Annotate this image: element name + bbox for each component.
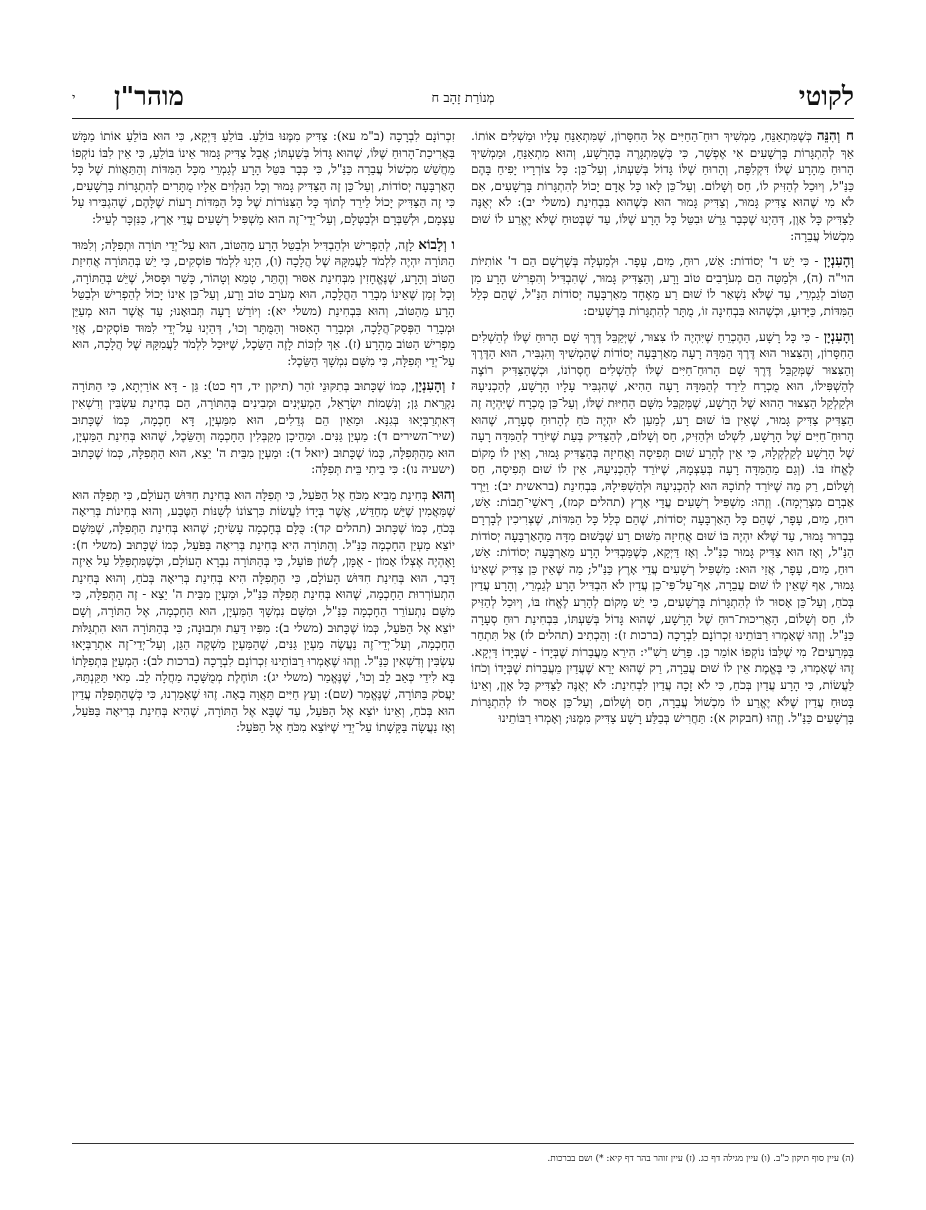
paragraph	[471, 128, 854, 244]
paragraph	[72, 128, 455, 228]
paragraph-text: - כִּי כָּל רָשָׁע, הַהֶכְרֵחַ שֶׁיִּהְיֶה לוֹ צִצּוּר, שֶׁיְּקַבֵּל דֶּרֶךְ שָׁם הָרוּחַ שֶׁלּוֹ לְהַשְׁלִים הַחִסָּרוֹן, וְהַצִּצּוּר הוּא דֶּרֶךְ הַמִּדָּה רָעָה מֵאַרְבָּעָה יְסוֹדוֹת שֶׁהַמְשִׁיךְ וְהִגְבִּיר, הוּא הַדֶּרֶךְ וְהַצִּצּוּר שֶׁמְּקַבֵּל דֶּרֶךְ שָׁם הָרוּחַ־חַיִּים שֶׁלּוֹ לְהַשְׁלִים חֶסְרוֹנוֹ, וּכְשֶׁהַצַּדִּיק רוֹצֶה לְהַשְׁפִּילוֹ, הוּא מֻכְרָח לֵירֵד לְהַמִּדָּה רָעָה הַהִיא, שֶׁהִגְבִּיר עָלָיו הָרָשָׁע, לְהַכְנִיעָהּ וּלְקַלְקֵל הַצִּצּוּר הַהוּא שֶׁל הָרָשָׁע, שֶׁמְּקַבֵּל מִשָּׁם הַחִיּוּת שֶׁלּוֹ, וְעַל־כֵּן מֻכְרָח שֶׁיִּהְיֶה זֶה הַצַּדִּיק צַדִּיק גָּמוּר, שֶׁאֵין בּוֹ שׁוּם רָע, לְמַעַן לֹא יִהְיֶה כֹּחַ לְהָרוּחַ סְעָרָה, שֶׁהוּא הָרוּחַ־חַיִּים שֶׁל הָרָשָׁע, לִשְׁלֹט וּלְהַזִּיק, חַס וְשָׁלוֹם, לְהַצַּדִּיק בְּעֵת שֶׁיּוֹרֵד לְהַמִּדָּה רָעָה שֶׁל הָרָשָׁע לְקַלְקְלָהּ, כִּי אֵין לְהָרַע שׁוּם תְּפִיסָה וַאֲחִיזָה בְּהַצַּדִּיק גָּמוּר, וְאֵין לוֹ מָקוֹם לֶאֱחֹז בּוֹ. (וְגַם מֵהַמִּדָּה רָעָה בְּעַצְמָהּ, שֶׁיּוֹרֵד לְהַכְנִיעָהּ, אֵין לוֹ שׁוּם תְּפִיסָה, חַס וְשָׁלוֹם, רַק מַה שֶׁיּוֹרֵד לְתוֹכָהּ הוּא לְהַכְנִיעָהּ וּלְהַשְׁפִּילָהּ, בִּבְחִינַת (בראשית יב): וַיֵּרֶד אַבְרָם מִצְרַיְמָה). וְזֶהוּ: מַשְׁפִּיל רְשָׁעִים עֲדֵי אָרֶץ (תהלים קמז), רָאשֵׁי־תֵבוֹת: אֵשׁ, רוּחַ, מַיִם, עָפָר, שֶׁהֵם כָּל הָאַרְבָּעָה יְסוֹדוֹת, שֶׁהֵם כְּלַל כָּל הַמִּדּוֹת, שֶׁצְּרִיכִין לְבָרְרָם בְּבֵרוּר גָּמוּר, עַד שֶׁלֹּא יִהְיֶה בּוֹ שׁוּם אֲחִיזָה מִשּׁוּם רַע שֶׁבְּשׁוּם מִדָּה מֵהָאַרְבָּעָה יְסוֹדוֹת הַנַּ"ל, וְאָז הוּא צַדִּיק גָּמוּר כַּנַּ"ל. וְאָז דַּיְקָא, כְּשֶׁמַּבְדִּיל הָרָע מֵאַרְבָּעָה יְסוֹדוֹת: אֵשׁ, רוּחַ, מַיִם, עָפָר, אֲזַי הוּא: מַשְׁפִּיל רְשָׁעִים עֲדֵי אָרֶץ כַּנַּ"ל; מַה שֶּׁאֵין כֵּן צַדִּיק שֶׁאֵינוֹ גָּמוּר, אַף שֶׁאֵין לוֹ שׁוּם עֲבֵרָה, אַף־עַל־פִּי־כֵן עֲדַיִן לֹא הִבְדִּיל הָרָע לְגַמְרֵי, וְהָרָע עֲדַיִן בְּכֹחַ, וְעַל־כֵּן אָסוּר לוֹ לְהִתְגָּרוֹת בָּרְשָׁעִים, כִּי יֵשׁ מָקוֹם לְהָרַע לֶאֱחֹז בּוֹ, וְיוּכַל לְהַזִּיק לוֹ, חַס וְשָׁלוֹם, הָאֲרִיכוּת־רוּחַ שֶׁל הָרָשָׁע, שֶׁהוּא גָּדוֹל בְּשַׁעְתּוֹ, בִּבְחִינַת רוּחַ סְעָרָה כַּנַּ"ל. וְזֶהוּ שֶׁאָמְרוּ רַבּוֹתֵינוּ זִכְרוֹנָם לִבְרָכָה (ברכות ז): וְהַכְתִיב (תהלים לז) אַל תִּתְחַר בַּמְּרֵעִים? מִי שֶׁלִּבּוֹ נוֹקְפוֹ אוֹמֵר כֵּן. פֵּרֵשׁ רַשִׁ"י: הִירֵא מֵעֲבֵרוֹת שֶׁבְּיָדוֹ - שֶׁבְּיָדוֹ דַּיְקָא. זֶהוּ שֶׁאָמְרוּ, כִּי בֶּאֱמֶת אֵין לוֹ שׁוּם עֲבֵרָה, רַק שֶׁהוּא יָרֵא שֶׁעֲדַיִן מֵעֲבֵרוֹת שֶׁבְּיָדוֹ וְכֹחוֹ לַעֲשׂוֹת, כִּי הָרָע עֲדַיִן בְּכֹחַ, כִּי לֹא זָכָה עֲדַיִן לִבְחִינַת: לֹא יְאֻנֶּה לַצַּדִּיק כָּל אָוֶן, וְאֵינוֹ בָּטוּחַ עֲדַיִן שֶׁלֹּא יֶאֱרַע לוֹ מִכְשׁוֹל עֲבֵרָה, חַס וְשָׁלוֹם, וְעַל־כֵּן אָסוּר לוֹ לְהִתְגָּרוֹת בָּרְשָׁעִים כַּנַּ"ל. וְזֶהוּ (חבקוק א): תַּחֲרִישׁ בְּבַלַּע רָשָׁע צַדִּיק מִמֶּנּוּ; וְאָמְרוּ רַבּוֹתֵינוּ	[471, 329, 854, 726]
header-title-right: לקוטי	[798, 82, 854, 112]
header-title-left: מוהר"ן	[114, 82, 184, 112]
paragraph-text: בְּחִינַת מֵבִיא מִכֹּחַ אֶל הַפֹּעַל, כִּי תְּפִלָּה הוּא בְּחִינַת חִדּוּשׁ הָעוֹלָם, כִּי תְּפִלָּה הוּא שֶׁמַּאֲמִין שֶׁיֵּשׁ מְחַדֵּשׁ, אֲשֶׁר בְּיָדוֹ לַעֲשׂוֹת כִּרְצוֹנוֹ לְשַׁנּוֹת הַטֶּבַע, וְהוּא בְּחִינוֹת בְּרִיאָה בְּכֹחַ, כְּמוֹ שֶׁכָּתוּב (תהלים קד): כֻּלָּם בְּחָכְמָה עָשִׂיתָ; שֶׁהוּא בְּחִינַת הַתְּפִלָּה, שֶׁמִּשָּׁם יוֹצֵא מַעְיַן הַחָכְמָה כַּנַּ"ל. וְהַתּוֹרָה הִיא בְּחִינַת בְּרִיאָה בַּפֹּעַל, כְּמוֹ שֶׁכָּתוּב (משלי ח): וָאֶהְיֶה אֶצְלוֹ אָמוֹן - אֻמָּן, לְשׁוֹן פּוֹעֵל, כִּי בְּהַתּוֹרָה נִבְרָא הָעוֹלָם, וּכְשֶׁמִּתְפַּלֵּל עַל אֵיזֶה דָּבָר, הוּא בְּחִינַת חִדּוּשׁ הָעוֹלָם, כִּי הַתְּפִלָּה הִיא בְּחִינַת בְּרִיאָה בְּכֹחַ, וְהוּא בְּחִינַת הִתְעוֹרְרוּת הַחָכְמָה, שֶׁהוּא בְּחִינַת תְּפִלָּה כַּנַּ"ל, וּמַעְיָן מִבֵּית ה' יֵצֵא - זֶה הַתְּפִלָּה, כִּי מִשָּׁם נִתְעוֹרֵר הַחָכְמָה כַּנַּ"ל, וּמִשָּׁם נִמְשָׁךְ הַמַּעְיָן, הוּא הַחָכְמָה, אֶל הַתּוֹרָה, וְשָׁם יוֹצֵא אֶל הַפֹּעַל, כְּמוֹ שֶׁכָּתוּב (משלי ב): מִפִּיו דַּעַת וּתְבוּנָה; כִּי בְּהַתּוֹרָה הוּא הִתְגַּלּוּת הַחָכְמָה, וְעַל־יְדֵי־זֶה נַעֲשֶׂה מַעְיַן גַּנִּים, שֶׁהַמַּעְיָן מַשְׁקֶה הַגַּן, וְעַל־יְדֵי־זֶה אִתְרַבְּיָאוּ עִשְׂבִּין וְדִשְׁאִין כַּנַּ"ל. וְזֶהוּ שֶׁאָמְרוּ רַבּוֹתֵינוּ זִכְרוֹנָם לִבְרָכָה (ברכות לב): הַמְעַיֵּן בִּתְפִלָּתוֹ בָּא לִידֵי כְּאֵב לֵב וְכוּ', שֶׁנֶּאֱמַר (משלי יג): תּוֹחֶלֶת מְמֻשָּׁכָה מַחֲלָה לֵב. מַאי תַּקַּנְתֵּהּ, יַעֲסֹק בַּתּוֹרָה, שֶׁנֶּאֱמַר (שם): וְעֵץ חַיִּים תַּאֲוָה בָאָה. זֶהוּ שֶׁאָמַרְנוּ, כִּי כְּשֶׁהַתְּפִלָּה עֲדַיִן הוּא בְּכֹחַ, וְאֵינוֹ יוֹצֵא אֶל הַפֹּעַל, עַד שֶׁבָּא אֶל הַתּוֹרָה, שֶׁהִיא בְּחִינַת בְּרִיאָה בַּפֹּעַל, וְאָז נַעֲשָׂה בַּקָּשָׁתוֹ עַל־יְדֵי שֶׁיּוֹצֵא מִכֹּחַ אֶל הַפֹּעַל:	[72, 487, 455, 735]
footnote: (ה) עיין סוף תיקון כ"ב. (ו) עיין מגילה דף כג. (ז) עיין זוהר בהר דף קיא: *) ושם בברכות.	[547, 1154, 854, 1164]
paragraph	[72, 237, 455, 370]
paragraph-lead: וְהָעִנְיָן	[823, 253, 854, 270]
page-number: י	[72, 91, 76, 106]
paragraph-text: זִכְרוֹנָם לִבְרָכָה (ב"מ עא): צַדִּיק מִמֶּנּוּ בּוֹלֵעַ. בּוֹלֵעַ דַּיְקָא, כִּי הוּא בּוֹלֵעַ אוֹתוֹ מַמָּשׁ בַּאֲרִיכַת־הָרוּחַ שֶׁלּוֹ, שֶׁהוּא גָּדוֹל בְּשַׁעְתּוֹ; אֲבָל צַדִּיק גָּמוּר אֵינוֹ בּוֹלֵעַ, כִּי אֵין לִבּוֹ נוֹקְפוֹ מֵחֲשַׁשׁ מִכְשׁוֹל עֲבֵרָה כַּנַּ"ל, כִּי כְּבָר בִּטֵּל הָרָע לְגַמְרֵי מִכָּל הַמִּדּוֹת וְהַתַּאֲווֹת שֶׁל כָּל הָאַרְבָּעָה יְסוֹדוֹת, וְעַל־כֵּן זֶה הַצַּדִּיק גָּמוּר וְכָל הַנִּלְוִים אֵלָיו מֻתָּרִים לְהִתְגָּרוֹת בָּרְשָׁעִים, כִּי זֶה הַצַּדִּיק יָכוֹל לֵירֵד לְתוֹךְ כָּל הַצִּנּוֹרוֹת שֶׁל כָּל הַמִּדּוֹת רָעוֹת שֶׁלָּהֶם, שֶׁהִגְבִּירוּ עַל עַצְמָם, וּלְשַׁבְּרָם וּלְבַטְּלָם, וְעַל־יְדֵי־זֶה הוּא מַשְׁפִּיל רְשָׁעִים עֲדֵי אָרֶץ, כַּנִּזְכָּר לְעֵיל:	[72, 129, 455, 226]
paragraph-text: , כְּמוֹ שֶׁכָּתוּב בְּתִקּוּנֵי זֹהַר (תיקון יד, דף כט): גַּן - דָּא אוֹרַיְתָא, כִּי הַתּוֹרָה נִקְרֵאת גַּן; וְנִשְׁמוֹת יִשְׂרָאֵל, הַמְעַיְּנִים וּמְבִינִים בְּהַתּוֹרָה, הֵם בְּחִינַת עִשְׂבִּין וְדִשְׁאִין דְּאִתְרַבְּיָאוּ בְּגִנָּא. וּמֵאַיִן הֵם גְּדֵלִים, הוּא מִמַּעְיָן, דָּא חָכְמָה, כְּמוֹ שֶׁכָּתוּב (שיר־השירים ד): מַעְיַן גַּנִּים. וּמֵהֵיכָן מְקַבְּלִין הַחָכְמָה וְהַשֵּׂכֶל, שֶׁהוּא בְּחִינַת הַמַּעְיָן, הוּא מֵהַתְּפִלָּה, כְּמוֹ שֶׁכָּתוּב (יואל ד): וּמַעְיָן מִבֵּית ה' יֵצֵא, הוּא הַתְּפִלָּה, כְּמוֹ שֶׁכָּתוּב (ישעיה נו): כִּי בֵיתִי בֵּית תְּפִלָּה:	[72, 379, 455, 477]
right-column	[471, 128, 854, 1128]
paragraph-lead: ח וְהִנֵּה	[816, 128, 854, 144]
text-columns	[72, 128, 854, 1128]
paragraph-text: לָזֶה, לְהַפְרִישׁ וּלְהַבְדִּיל וּלְבַטֵּל הָרָע מֵהַטּוֹב, הוּא עַל־יְדֵי תּוֹרָה וּתְפִלָּה; וְלִמּוּד הַתּוֹרָה יִהְיֶה לִלְמֹד לַעֲמִקָּהּ שֶׁל הֲלָכָה (ו), הַיְנוּ לִלְמֹד פּוֹסְקִים, כִּי יֵשׁ בְּהַתּוֹרָה אֲחִיזַת הַטּוֹב וְהָרָע, שֶׁנֶּאֱחָזִין מִבְּחִינַת אִסּוּר וְהֶתֵּר, טָמֵא וְטָהוֹר, כָּשֵׁר וּפָסוּל, שֶׁיֵּשׁ בְּהַתּוֹרָה, וְכָל זְמַן שֶׁאֵינוֹ מְבָרֵר הַהֲלָכָה, הוּא מְעֹרָב טוֹב וָרָע, וְעַל־כֵּן אֵינוֹ יָכוֹל לְהַפְרִישׁ וּלְבַטֵּל הָרָע מֵהַטּוֹב, וְהוּא בִּבְחִינַת (משלי יא): וְיוֹרֵשׁ רָעָה תְּבוּאָנוּ; עַד אֲשֶׁר הוּא מְעַיֵּן וּמְבָרֵר הַפְּסַק־הֲלָכָה, וּמְבָרֵר הָאִסּוּר וְהַמֻּתָּר וְכוּ', דְּהַיְנוּ עַל־יְדֵי לִמּוּד פּוֹסְקִים, אֲזַי מַפְרִישׁ הַטּוֹב מֵהָרָע (ז). אַךְ לִזְכּוֹת לָזֶה הַשֵּׂכֶל, שֶׁיּוּכַל לִלְמֹד לַעֲמִקָּהּ שֶׁל הֲלָכָה, הוּא עַל־יְדֵי תְּפִלָּה, כִּי מִשָּׁם נִמְשָׁךְ הַשֵּׂכֶל:	[72, 237, 455, 368]
paragraph	[471, 329, 854, 727]
paragraph-lead: ז וְהָעִנְיָן	[415, 378, 455, 395]
left-column	[72, 128, 455, 1128]
paragraph-lead: וְהָעִנְיָן	[823, 328, 854, 345]
paragraph-text: - כִּי יֵשׁ ד' יְסוֹדוֹת: אֵשׁ, רוּחַ, מַיִם, עָפָר. וּלְמַעְלָה בְּשָׁרְשָׁם הֵם ד' אוֹתִיּוֹת הוי"ה (ה), וּלְמַטָּה הֵם מְעֹרָבִים טוֹב וָרָע, וְהַצַּדִּיק גָּמוּר, שֶׁהִבְדִּיל וְהִפְרִישׁ הָרָע מִן הַטּוֹב לְגַמְרֵי, עַד שֶׁלֹּא נִשְׁאַר לוֹ שׁוּם רַע מֵאֶחָד מֵאַרְבָּעָה יְסוֹדוֹת הַנַּ"ל, שֶׁהֵם כְּלַל הַמִּדּוֹת, כַּיָּדוּעַ, וּכְשֶׁהוּא בִּבְחִינָה זוֹ, מֻתָּר לְהִתְגָּרוֹת בָּרְשָׁעִים:	[471, 254, 854, 318]
paragraph-text: כְּשֶׁמִּתְאַנֵּחַ, מַמְשִׁיךְ רוּחַ־הַחַיִּים אֶל הַחִסָּרוֹן, שֶׁמִּתְאַנֵּחַ עָלָיו וּמַשְׁלִים אוֹתוֹ. אַךְ לְהִתְגָּרוֹת בָּרְשָׁעִים אִי אֶפְשָׁר, כִּי כְּשֶׁמִּתְגָּרֶה בְּהָרָשָׁע, וְהוּא מִתְאַנֵּחַ, וּמַמְשִׁיךְ הָרוּחַ מֵהָרָע שֶׁלּוֹ דִּקְלִפָּה, וְהָרוּחַ שֶׁלּוֹ גָּדוֹל בְּשַׁעְתּוֹ, וְעַל־כֵּן: כָּל צוֹרְרָיו יָפִיחַ בָּהֶם כַּנַּ"ל, וְיוּכַל לְהַזִּיק לוֹ, חַס וְשָׁלוֹם. וְעַל־כֵּן לָאו כָּל אָדָם יָכוֹל לְהִתְגָּרוֹת בָּרְשָׁעִים, אִם לֹא מִי שֶׁהוּא צַדִּיק גָּמוּר, וְצַדִּיק גָּמוּר הוּא כְּשֶׁהוּא בִּבְחִינַת (משלי יב): לֹא יְאֻנֶּה לַצַּדִּיק כָּל אָוֶן, דְּהַיְנוּ שֶׁכְּבָר גֵּרֵשׁ וּבִטֵּל כָּל הָרָע שֶׁלּוֹ, עַד שֶׁבְּטוּחַ שֶׁלֹּא יֶאֱרַע לוֹ שׁוּם מִכְשׁוֹל עֲבֵרָה:	[471, 129, 854, 243]
page-header	[72, 82, 854, 112]
header-rule	[72, 118, 854, 119]
paragraph	[72, 378, 455, 478]
paragraph-lead: וְהוּא	[431, 486, 455, 503]
header-center-text: מְנוֹרַת זָהָב ח	[431, 91, 495, 106]
paragraph-lead: ו וְלָבוֹא	[418, 236, 455, 253]
paragraph	[72, 487, 455, 736]
footnote-rule	[72, 1143, 854, 1144]
paragraph	[471, 253, 854, 319]
